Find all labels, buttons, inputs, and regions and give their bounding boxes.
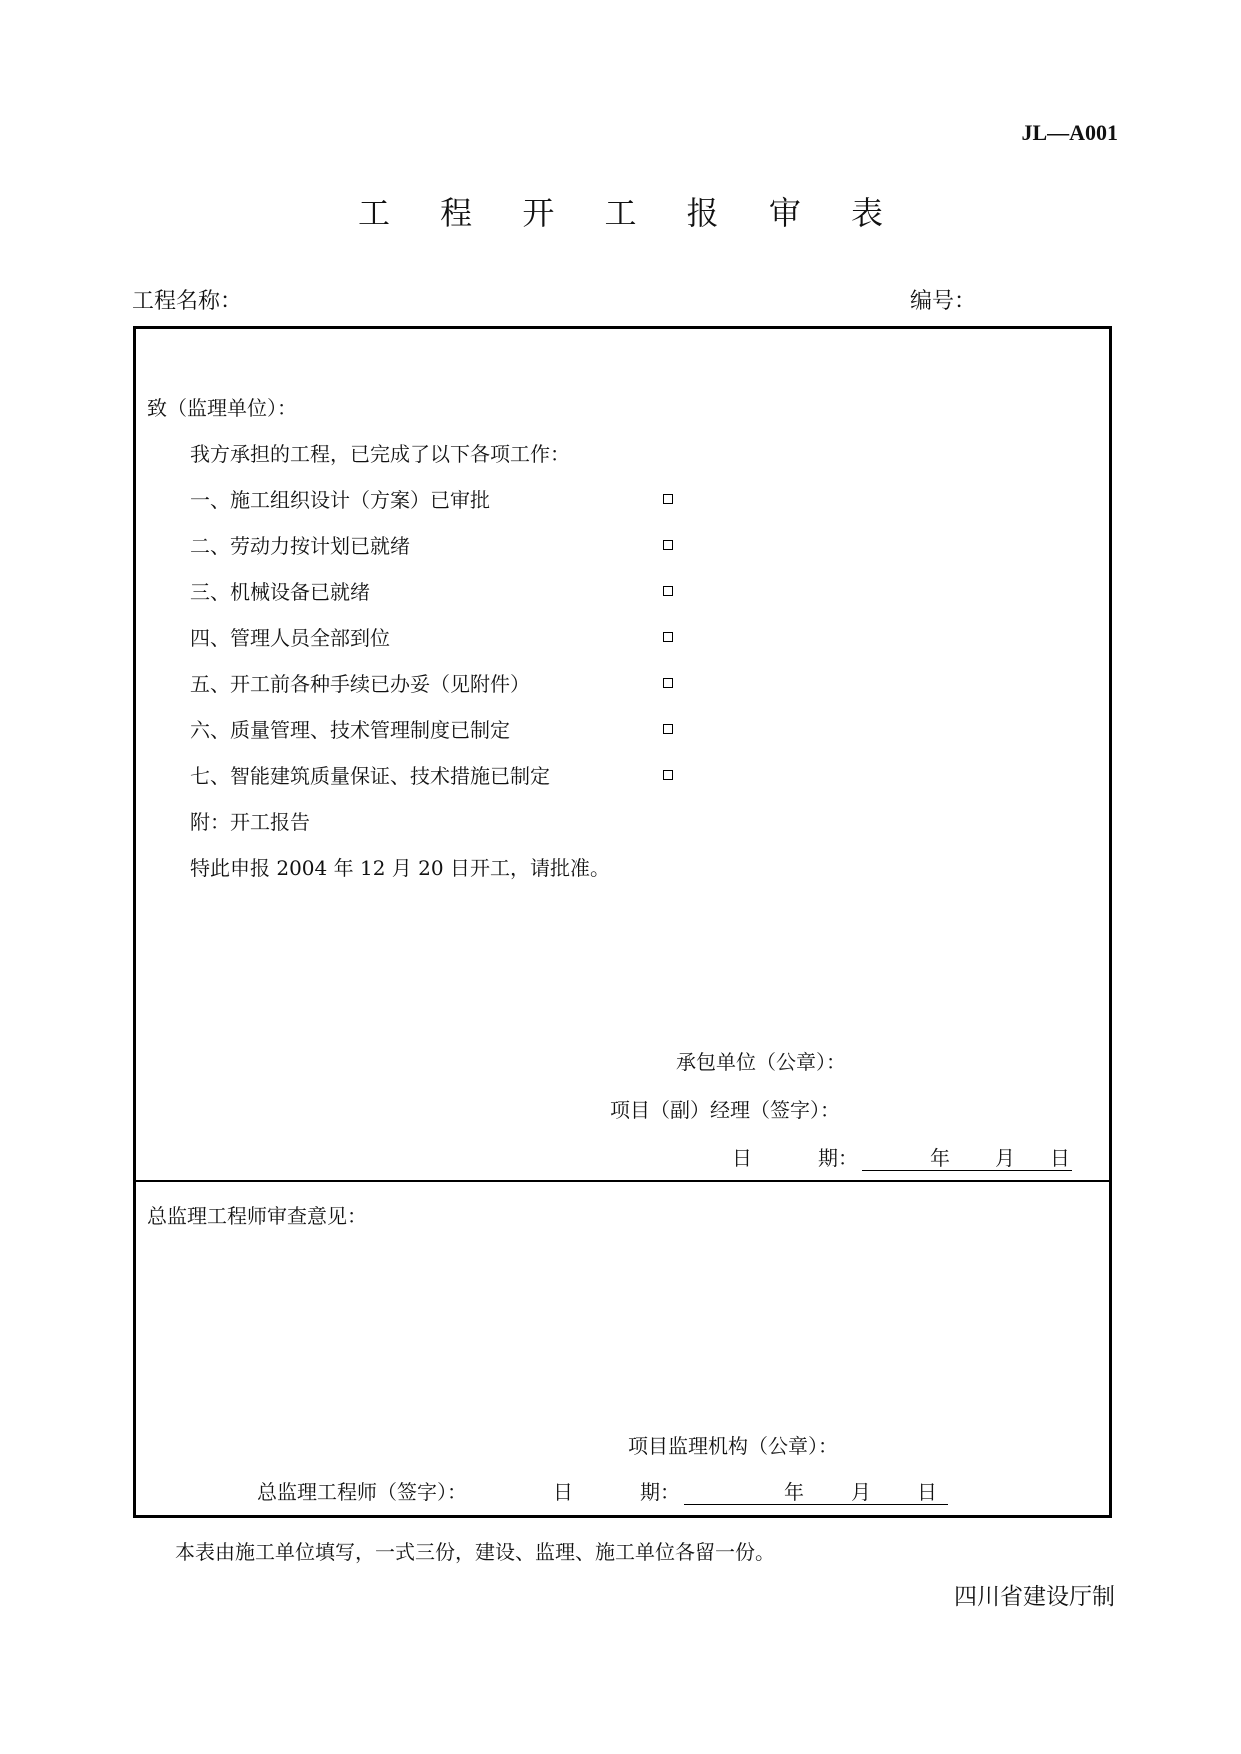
checkbox-item-3[interactable]	[663, 586, 673, 596]
review-date-year: 年	[784, 1480, 804, 1504]
checklist-item-6: 六、质量管理、技术管理制度已制定	[190, 718, 510, 742]
checklist-item-7: 七、智能建筑质量保证、技术措施已制定	[190, 764, 550, 788]
review-date-month: 月	[851, 1480, 871, 1504]
checklist-item-4: 四、管理人员全部到位	[190, 626, 390, 650]
date-underline[interactable]	[862, 1144, 1072, 1171]
footer-note: 本表由施工单位填写，一式三份，建设、监理、施工单位各留一份。	[175, 1540, 775, 1564]
checkbox-item-4[interactable]	[663, 632, 673, 642]
intro-line: 我方承担的工程，已完成了以下各项工作：	[190, 442, 570, 466]
review-date-day: 日	[917, 1480, 937, 1504]
checkbox-item-2[interactable]	[663, 540, 673, 550]
pm-signature-label: 项目（副）经理（签字）：	[610, 1098, 840, 1122]
review-date-underline[interactable]	[684, 1478, 948, 1505]
checklist-item-2: 二、劳动力按计划已就绪	[190, 534, 410, 558]
checklist-item-3: 三、机械设备已就绪	[190, 580, 370, 604]
date-day: 日	[1050, 1146, 1070, 1170]
project-name-label: 工程名称：	[132, 289, 243, 314]
section-divider	[133, 1180, 1112, 1182]
date-label-a: 日	[732, 1146, 752, 1170]
review-date-label-a: 日	[553, 1480, 573, 1504]
checkbox-item-6[interactable]	[663, 724, 673, 734]
checklist-item-5: 五、开工前各种手续已办妥（见附件）	[190, 672, 530, 696]
issuer-label: 四川省建设厅制	[954, 1584, 1115, 1610]
checklist-item-1: 一、施工组织设计（方案）已审批	[190, 488, 490, 512]
review-date-label-b: 期：	[640, 1480, 680, 1504]
chief-signature-label: 总监理工程师（签字）：	[257, 1480, 467, 1504]
date-label-b: 期：	[818, 1146, 858, 1170]
form-code: JL—A001	[1021, 120, 1118, 145]
checkbox-item-5[interactable]	[663, 678, 673, 688]
checkbox-item-7[interactable]	[663, 770, 673, 780]
page-title: 工 程 开 工 报 审 表	[357, 194, 904, 232]
opinion-label: 总监理工程师审查意见：	[147, 1204, 367, 1228]
date-year: 年	[930, 1146, 950, 1170]
checkbox-item-1[interactable]	[663, 494, 673, 504]
contractor-seal-label: 承包单位（公章）：	[676, 1050, 846, 1074]
date-month: 月	[995, 1146, 1015, 1170]
addressee-line: 致（监理单位）：	[147, 396, 297, 420]
request-line: 特此申报 2004 年 12 月 20 日开工，请批准。	[190, 856, 610, 880]
supervisor-seal-label: 项目监理机构（公章）：	[628, 1434, 838, 1458]
attachment-line: 附：开工报告	[190, 810, 310, 834]
serial-number-label: 编号：	[910, 289, 977, 314]
